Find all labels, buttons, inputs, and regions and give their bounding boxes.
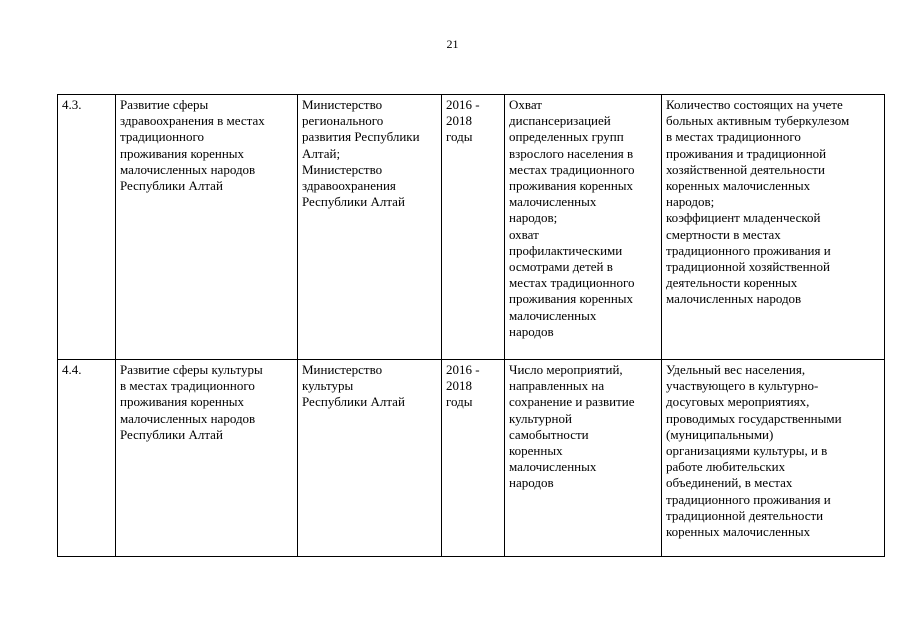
result-cell: Охват диспансеризацией определенных групп взрослого населения в местах традиционного проживания коренных малочисленных народов; охват профилактическими осмотрами детей в местах традиционного проживания коренных малочисленных народов xyxy=(505,95,662,360)
indicator-cell: Удельный вес населения, участвующего в культурно- досуговых мероприятиях, проводимых государственными (муниципальными) организациями культуры, и в работе любительских объединений, в местах традиционного проживания и традиционной деятельности коренных малочисленных xyxy=(662,360,885,557)
page-number: 21 xyxy=(446,37,459,51)
activity-cell: Развитие сферы здравоохранения в местах традиционного проживания коренных малочисленных народов Республики Алтай xyxy=(116,95,298,360)
table-row xyxy=(58,95,885,360)
activity-cell: Развитие сферы культуры в местах традиционного проживания коренных малочисленных народов Республики Алтай xyxy=(116,360,298,557)
item-number-cell: 4.4. xyxy=(58,360,116,557)
indicator-cell: Количество состоящих на учете больных активным туберкулезом в местах традиционного проживания и традиционной хозяйственной деятельности коренных малочисленных народов; коэффициент младенческой смертности в местах традиционного проживания и традиционной хозяйственной деятельности коренных малочисленных народов xyxy=(662,95,885,360)
result-cell: Число мероприятий, направленных на сохранение и развитие культурной самобытности коренных малочисленных народов xyxy=(505,360,662,557)
responsible-cell: Министерство культуры Республики Алтай xyxy=(298,360,442,557)
period-cell: 2016 - 2018 годы xyxy=(442,360,505,557)
item-number-cell: 4.3. xyxy=(58,95,116,360)
responsible-cell: Министерство регионального развития Республики Алтай; Министерство здравоохранения Республики Алтай xyxy=(298,95,442,360)
program-table xyxy=(57,94,885,557)
period-cell: 2016 - 2018 годы xyxy=(442,95,505,360)
table-row xyxy=(58,360,885,557)
